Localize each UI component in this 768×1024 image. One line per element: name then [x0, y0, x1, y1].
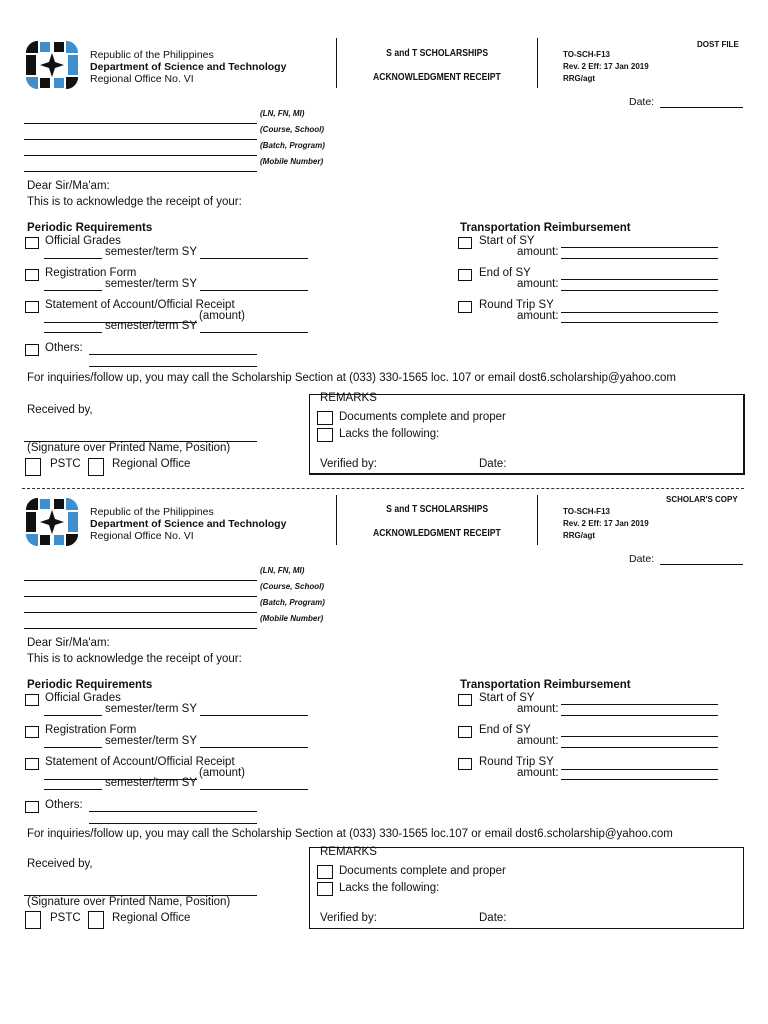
pstc-label: PSTC [50, 458, 81, 470]
end-amount-label: amount: [517, 735, 559, 747]
date-field[interactable] [660, 107, 743, 108]
receipt-scholar-copy [0, 457, 768, 924]
official-grades-checkbox[interactable] [25, 694, 39, 706]
transport-heading: Transportation Reimbursement [460, 222, 631, 234]
grades-semester-label: semester/term SY [105, 703, 198, 715]
date-field[interactable] [660, 564, 743, 565]
end-amount-field[interactable] [561, 290, 718, 291]
others-checkbox[interactable] [25, 801, 39, 813]
start-sy-label: Start of SY [479, 692, 535, 704]
mobile-field-caption: (Mobile Number) [260, 157, 324, 166]
regional-office-label: Regional Office [112, 912, 191, 924]
statement-account-checkbox[interactable] [25, 758, 39, 770]
end-amount-field[interactable] [561, 747, 718, 748]
registration-form-checkbox[interactable] [25, 726, 39, 738]
documents-complete-label: Documents complete and proper [339, 865, 506, 877]
signature-caption: (Signature over Printed Name, Position) [27, 442, 231, 454]
round-amount-label: amount: [517, 767, 559, 779]
registration-semester-label: semester/term SY [105, 278, 198, 290]
intro-text: This is to acknowledge the receipt of your: [27, 196, 242, 208]
regional-office-checkbox[interactable] [88, 911, 104, 929]
name-field[interactable] [24, 123, 257, 124]
date-label: Date: [629, 553, 655, 565]
start-amount-label: amount: [517, 246, 559, 258]
end-sy-label: End of SY [479, 267, 531, 279]
remarks-title: REMARKS [320, 392, 377, 404]
title-line-2: ACKNOWLEDGMENT RECEIPT [373, 527, 501, 539]
header-divider-right [537, 495, 538, 545]
mobile-field[interactable] [24, 171, 257, 172]
start-sy-field[interactable] [561, 247, 718, 248]
grades-sy-field[interactable] [200, 258, 308, 259]
round-trip-checkbox[interactable] [458, 301, 472, 313]
round-trip-checkbox[interactable] [458, 758, 472, 770]
registration-form-label: Registration Form [45, 724, 137, 736]
statement-account-label: Statement of Account/Official Receipt [45, 299, 235, 311]
form-initials: RRG/agt [563, 74, 595, 83]
official-grades-checkbox[interactable] [25, 237, 39, 249]
others-label: Others: [45, 799, 83, 811]
batch-field-caption: (Batch, Program) [260, 598, 325, 607]
received-by-label: Received by, [27, 858, 93, 870]
statement-amount-label: (amount) [199, 767, 246, 779]
regional-office-label: Regional Office [112, 458, 191, 470]
others-field-2[interactable] [89, 366, 257, 367]
registration-form-label: Registration Form [45, 267, 137, 279]
verified-by-label: Verified by: [320, 912, 377, 924]
documents-complete-label: Documents complete and proper [339, 411, 506, 423]
lacks-following-label: Lacks the following: [339, 428, 440, 440]
title-line-2: ACKNOWLEDGMENT RECEIPT [373, 71, 501, 83]
grades-sy-field[interactable] [200, 715, 308, 716]
periodic-heading: Periodic Requirements [27, 222, 153, 234]
dost-logo-icon [25, 41, 79, 89]
lacks-following-checkbox[interactable] [317, 428, 333, 442]
end-sy-field[interactable] [561, 279, 718, 280]
copy-label: SCHOLAR'S COPY [666, 495, 738, 504]
round-trip-label: Round Trip SY [479, 756, 554, 768]
agency-line-2: Department of Science and Technology [90, 61, 287, 73]
start-amount-field[interactable] [561, 715, 718, 716]
round-trip-field[interactable] [561, 312, 718, 313]
form-code: TO-SCH-F13 [563, 50, 610, 59]
name-field-caption: (LN, FN, MI) [260, 566, 305, 575]
round-amount-label: amount: [517, 310, 559, 322]
statement-semester-label: semester/term SY [105, 320, 198, 332]
statement-account-label: Statement of Account/Official Receipt [45, 756, 235, 768]
official-grades-label: Official Grades [45, 692, 121, 704]
pstc-label: PSTC [50, 912, 81, 924]
title-line-1: S and T SCHOLARSHIPS [386, 47, 488, 59]
registration-semester-label: semester/term SY [105, 735, 198, 747]
inquiry-text: For inquiries/follow up, you may call the Scholarship Section at (033) 330-1565 loc.107 or email dost6.scholarship@yahoo.com [27, 828, 673, 840]
others-field-2[interactable] [89, 823, 257, 824]
verified-by-label: Verified by: [320, 458, 377, 470]
end-sy-field[interactable] [561, 736, 718, 737]
form-revision: Rev. 2 Eff: 17 Jan 2019 [563, 519, 649, 528]
mobile-field[interactable] [24, 628, 257, 629]
round-trip-label: Round Trip SY [479, 299, 554, 311]
date-label: Date: [629, 96, 655, 108]
course-field-caption: (Course, School) [260, 582, 325, 591]
course-field[interactable] [24, 139, 257, 140]
lacks-following-label: Lacks the following: [339, 882, 440, 894]
others-field-1[interactable] [89, 354, 257, 355]
pstc-checkbox[interactable] [25, 911, 41, 929]
receipt-dost-file-copy [0, 0, 768, 470]
others-label: Others: [45, 342, 83, 354]
course-field[interactable] [24, 596, 257, 597]
remarks-date-label: Date: [479, 458, 507, 470]
salutation: Dear Sir/Ma'am: [27, 180, 110, 192]
end-amount-label: amount: [517, 278, 559, 290]
end-sy-checkbox[interactable] [458, 269, 472, 281]
received-by-label: Received by, [27, 404, 93, 416]
signature-caption: (Signature over Printed Name, Position) [27, 896, 231, 908]
batch-field-caption: (Batch, Program) [260, 141, 325, 150]
form-initials: RRG/agt [563, 531, 595, 540]
periodic-heading: Periodic Requirements [27, 679, 153, 691]
start-sy-checkbox[interactable] [458, 694, 472, 706]
agency-line-2: Department of Science and Technology [90, 518, 287, 530]
form-revision: Rev. 2 Eff: 17 Jan 2019 [563, 62, 649, 71]
batch-field[interactable] [24, 155, 257, 156]
statement-amount-label: (amount) [199, 310, 246, 322]
others-checkbox[interactable] [25, 344, 39, 356]
copy-label: DOST FILE [697, 40, 739, 49]
statement-semester-field[interactable] [44, 789, 102, 790]
others-field-1[interactable] [89, 811, 257, 812]
round-amount-field[interactable] [561, 322, 718, 323]
registration-semester-field[interactable] [44, 747, 102, 748]
statement-sy-field[interactable] [200, 789, 308, 790]
official-grades-label: Official Grades [45, 235, 121, 247]
registration-form-checkbox[interactable] [25, 269, 39, 281]
batch-field[interactable] [24, 612, 257, 613]
statement-sy-field[interactable] [200, 332, 308, 333]
agency-line-1: Republic of the Philippines [90, 49, 214, 61]
agency-line-1: Republic of the Philippines [90, 506, 214, 518]
start-sy-checkbox[interactable] [458, 237, 472, 249]
lacks-following-checkbox[interactable] [317, 882, 333, 896]
intro-text: This is to acknowledge the receipt of your: [27, 653, 242, 665]
registration-semester-field[interactable] [44, 290, 102, 291]
statement-semester-field[interactable] [44, 332, 102, 333]
end-sy-label: End of SY [479, 724, 531, 736]
start-sy-label: Start of SY [479, 235, 535, 247]
name-field-caption: (LN, FN, MI) [260, 109, 305, 118]
round-amount-field[interactable] [561, 779, 718, 780]
end-sy-checkbox[interactable] [458, 726, 472, 738]
salutation: Dear Sir/Ma'am: [27, 637, 110, 649]
registration-sy-field[interactable] [200, 747, 308, 748]
grades-semester-label: semester/term SY [105, 246, 198, 258]
remarks-title: REMARKS [320, 846, 377, 858]
start-amount-label: amount: [517, 703, 559, 715]
documents-complete-checkbox[interactable] [317, 411, 333, 425]
inquiry-text: For inquiries/follow up, you may call the Scholarship Section at (033) 330-1565 loc. 107 or email dost6.scholarship@yahoo.com [27, 372, 676, 384]
registration-sy-field[interactable] [200, 290, 308, 291]
mobile-field-caption: (Mobile Number) [260, 614, 324, 623]
round-trip-field[interactable] [561, 769, 718, 770]
documents-complete-checkbox[interactable] [317, 865, 333, 879]
course-field-caption: (Course, School) [260, 125, 325, 134]
form-code: TO-SCH-F13 [563, 507, 610, 516]
agency-line-3: Regional Office No. VI [90, 530, 194, 542]
name-field[interactable] [24, 580, 257, 581]
grades-semester-field[interactable] [44, 715, 102, 716]
transport-heading: Transportation Reimbursement [460, 679, 631, 691]
start-sy-field[interactable] [561, 704, 718, 705]
statement-account-checkbox[interactable] [25, 301, 39, 313]
statement-semester-label: semester/term SY [105, 777, 198, 789]
title-line-1: S and T SCHOLARSHIPS [386, 503, 488, 515]
remarks-date-label: Date: [479, 912, 507, 924]
dost-logo-icon [25, 498, 79, 546]
start-amount-field[interactable] [561, 258, 718, 259]
agency-line-3: Regional Office No. VI [90, 73, 194, 85]
header-divider-right [537, 38, 538, 88]
grades-semester-field[interactable] [44, 258, 102, 259]
